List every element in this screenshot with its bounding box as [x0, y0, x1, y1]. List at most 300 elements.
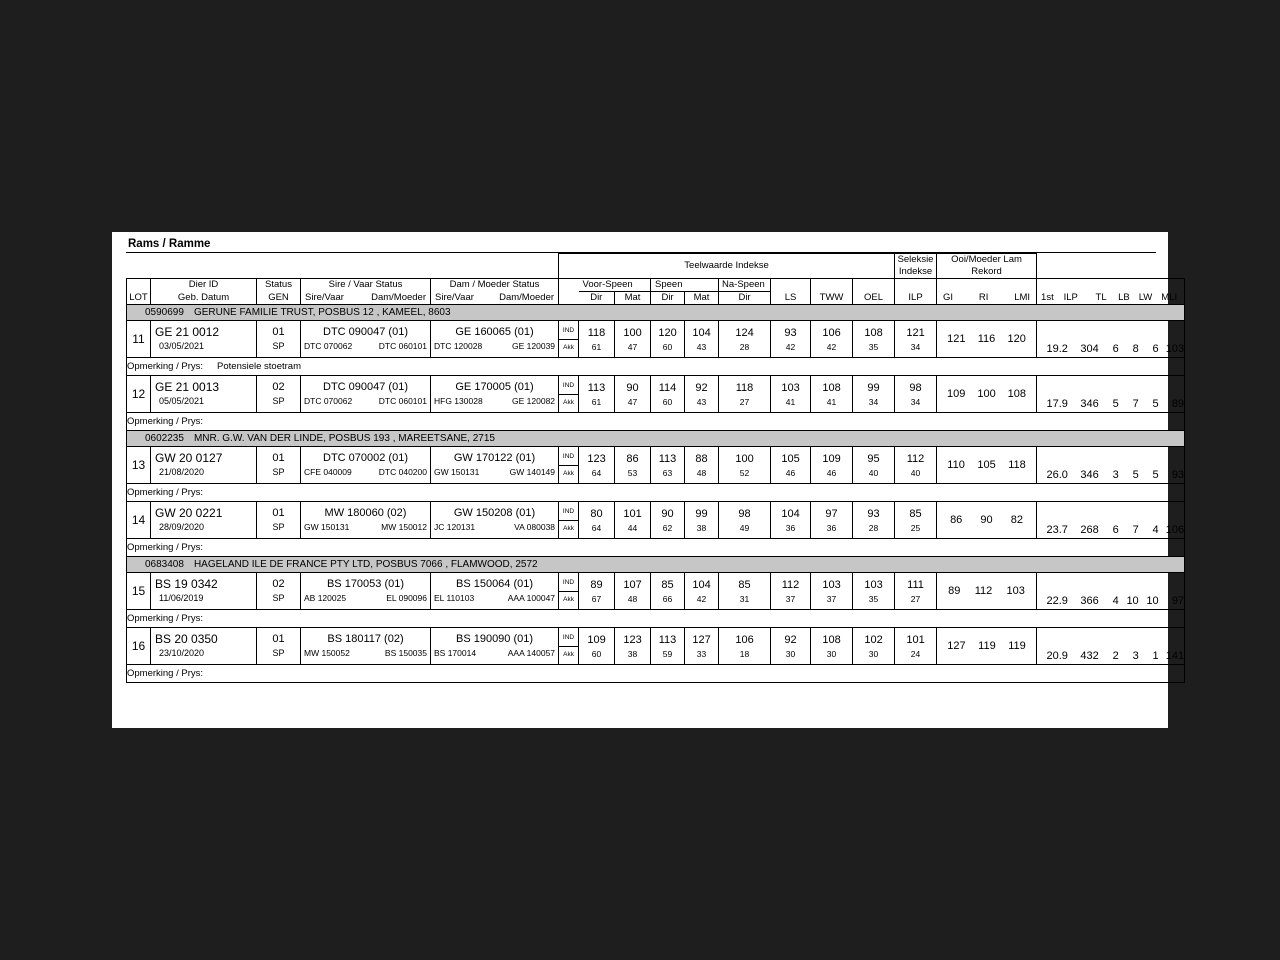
remark-label: Opmerking / Prys:: [127, 361, 204, 372]
dam-id: GE 160065 (01): [455, 326, 534, 338]
sire-cell: [301, 573, 431, 610]
voorspeen-dir-akk: 67: [591, 593, 602, 604]
oel-ind: 93: [867, 507, 880, 520]
speen-dir-ind: 113: [658, 633, 677, 646]
ind-akk-label-cell: [559, 447, 579, 484]
ilp2-value: 304: [1080, 343, 1099, 355]
tww-akk: 36: [826, 522, 837, 533]
sire-sire: MW 150052: [304, 648, 350, 658]
sire-id: DTC 070002 (01): [323, 452, 408, 464]
dam-id: BS 150064 (01): [455, 578, 534, 590]
gen-value: SP: [272, 593, 285, 603]
animal-row: [127, 376, 1185, 413]
tww-ind: 108: [822, 633, 841, 646]
oel: [853, 628, 895, 665]
tww-ind: 97: [825, 507, 838, 520]
lw-value: 10: [1146, 595, 1159, 607]
dam-cell: [431, 502, 559, 539]
voorspeen-mat-akk: 47: [627, 341, 638, 352]
dam-dam: GE 120082: [512, 396, 556, 406]
animal-row: [127, 628, 1185, 665]
naspeen-dir-akk: 28: [739, 341, 750, 352]
lb-value: 8: [1132, 343, 1139, 355]
ls: [771, 321, 811, 358]
animal-row: [127, 502, 1185, 539]
voorspeen-mat: [615, 628, 651, 665]
tww-ind: 109: [822, 452, 841, 465]
lot-number: 13: [127, 447, 151, 484]
ilp2-value: 346: [1080, 398, 1099, 410]
header-tww: TWW: [811, 292, 853, 305]
sire-sire: AB 120025: [304, 593, 347, 603]
tl-value: 3: [1112, 469, 1119, 481]
header-row-cols: [127, 292, 1185, 305]
status-value: 01: [272, 326, 285, 338]
header-sire-vaar-status: Sire / Vaar Status: [301, 279, 431, 292]
lw-value: 5: [1152, 398, 1159, 410]
dier-id: GE 21 0012: [155, 325, 220, 339]
speen-dir-akk: 59: [662, 648, 673, 659]
mli-value: 97: [1171, 595, 1185, 607]
sire-dam: BS 150035: [384, 648, 427, 658]
ind-label: IND: [559, 575, 578, 592]
ilp-ind: 98: [909, 381, 922, 394]
naspeen-dir-ind: 118: [735, 381, 754, 394]
sire-sire: CFE 040009: [304, 467, 352, 477]
dier-id: BS 20 0350: [155, 632, 218, 646]
remark-label: Opmerking / Prys:: [127, 416, 204, 427]
ri-value: 112: [974, 585, 993, 597]
ls-akk: 41: [785, 396, 796, 407]
voorspeen-mat: [615, 502, 651, 539]
tww-ind: 103: [822, 578, 841, 591]
voorspeen-dir-akk: 61: [591, 341, 602, 352]
sire-sire: DTC 070062: [304, 396, 353, 406]
sire-cell: [301, 628, 431, 665]
ri-value: 119: [978, 640, 996, 652]
voorspeen-dir: [579, 447, 615, 484]
lmi-value: 108: [1007, 388, 1027, 400]
dam-sire: HFG 130028: [434, 396, 483, 406]
tww: [811, 321, 853, 358]
dam-cell: [431, 447, 559, 484]
ind-akk-label-cell: [559, 376, 579, 413]
ooi-moeder-cell: [1037, 628, 1185, 665]
speen-mat-ind: 88: [695, 452, 708, 465]
voorspeen-mat-ind: 107: [623, 578, 642, 591]
naspeen-dir: [719, 376, 771, 413]
gi-value: 127: [947, 640, 966, 652]
speen-mat: [685, 376, 719, 413]
tww-ind: 106: [822, 326, 841, 339]
akk-label: Akk: [563, 650, 574, 658]
voorspeen-mat-akk: 48: [627, 593, 638, 604]
lmi-value: 103: [1006, 585, 1025, 597]
header-sire-vaar-2: Sire/Vaar: [435, 291, 474, 303]
tww-akk: 41: [826, 396, 837, 407]
dier-id-cell: [151, 447, 257, 484]
naspeen-dir-akk: 49: [739, 522, 750, 533]
speen-mat-ind: 92: [695, 381, 708, 394]
remark-value: Potensiele stoetram: [217, 361, 301, 372]
oel-akk: 35: [868, 341, 879, 352]
speen-dir-ind: 120: [658, 326, 677, 339]
ilp-akk: 34: [910, 396, 921, 407]
header-dier-id: Dier ID: [151, 279, 257, 292]
lot-number: 11: [127, 321, 151, 358]
dam-dam: AAA 140057: [507, 648, 556, 658]
header-speen: Speen: [651, 279, 719, 292]
ls-ind: 103: [781, 381, 800, 394]
first-value: 17.9: [1046, 398, 1068, 410]
dam-sire: GW 150131: [434, 467, 480, 477]
lmi-value: 120: [1007, 333, 1026, 345]
header-teelwaarde-indekse: Teelwaarde Indekse: [559, 254, 895, 279]
remark-cell: [127, 358, 1185, 376]
lot-number: 15: [127, 573, 151, 610]
dam-dam: GE 120039: [512, 341, 556, 351]
ind-akk-label-cell: [559, 628, 579, 665]
ls: [771, 573, 811, 610]
header-sire-pair: [301, 292, 431, 305]
sire-cell: [301, 376, 431, 413]
remark-row: [127, 358, 1185, 376]
speen-mat-akk: 43: [696, 341, 707, 352]
lb-value: 10: [1126, 595, 1139, 607]
header-sire-vaar: Sire/Vaar: [305, 291, 344, 303]
header-seleksie-indekse: Seleksie Indekse: [895, 254, 937, 279]
header-ilp: ILP: [895, 292, 937, 305]
status-cell: [257, 447, 301, 484]
remark-cell: [127, 610, 1185, 628]
sire-cell: [301, 447, 431, 484]
rams-table: [126, 253, 1185, 683]
oel: [853, 447, 895, 484]
animal-row: [127, 321, 1185, 358]
table-body: [127, 305, 1185, 683]
ind-label: IND: [559, 504, 578, 521]
remark-value: [203, 668, 217, 679]
lmi-value: 118: [1008, 459, 1026, 471]
sire-id: MW 180060 (02): [324, 507, 407, 519]
lb-value: 5: [1132, 469, 1139, 481]
oel-ind: 99: [867, 381, 880, 394]
voorspeen-dir-akk: 60: [591, 648, 602, 659]
lw-value: 4: [1152, 524, 1159, 536]
ilp-ind: 121: [906, 326, 925, 339]
oel-ind: 95: [867, 452, 880, 465]
remark-value: [203, 416, 217, 427]
voorspeen-mat: [615, 321, 651, 358]
tww: [811, 376, 853, 413]
speen-mat-akk: 43: [696, 396, 707, 407]
tww: [811, 573, 853, 610]
speen-mat: [685, 502, 719, 539]
naspeen-dir-ind: 100: [735, 452, 754, 465]
animal-row: [127, 573, 1185, 610]
ind-label: IND: [559, 323, 578, 340]
mli-value: 89: [1171, 398, 1185, 410]
group-name: GERUNE FAMILIE TRUST, POSBUS 12 , KAMEEL, 8603: [193, 307, 451, 318]
status-cell: [257, 573, 301, 610]
oel-akk: 28: [868, 522, 879, 533]
sire-sire: DTC 070062: [304, 341, 353, 351]
ls-akk: 42: [785, 341, 796, 352]
group-header-cell: [127, 431, 1185, 447]
voorspeen-dir: [579, 502, 615, 539]
ri-value: 116: [977, 333, 996, 345]
header-ls: LS: [771, 292, 811, 305]
dam-id: GW 170122 (01): [453, 452, 536, 464]
speen-mat: [685, 447, 719, 484]
speen-dir-ind: 114: [658, 381, 677, 394]
speen-dir-ind: 113: [658, 452, 677, 465]
ls-ind: 104: [781, 507, 800, 520]
remark-value: [203, 613, 217, 624]
header-geb-datum: Geb. Datum: [151, 292, 257, 305]
dier-id-cell: [151, 321, 257, 358]
header-dam-pair: [431, 292, 559, 305]
dier-id: GE 21 0013: [155, 380, 220, 394]
speen-mat-akk: 33: [696, 648, 707, 659]
remark-value: [203, 542, 217, 553]
dam-dam: GW 140149: [509, 467, 556, 477]
voorspeen-dir-akk: 61: [591, 396, 602, 407]
page-title: Rams / Ramme: [126, 238, 1156, 253]
ilp-akk: 25: [910, 522, 921, 533]
ri-value: 105: [977, 459, 996, 471]
speen-dir: [651, 628, 685, 665]
speen-mat-akk: 42: [696, 593, 707, 604]
header-vs-dir: Dir: [579, 292, 615, 305]
dam-cell: [431, 628, 559, 665]
ilp: [895, 447, 937, 484]
ls-akk: 46: [785, 467, 796, 478]
ilp-akk: 34: [910, 341, 921, 352]
header-voor-speen: Voor-Speen: [579, 279, 651, 292]
lw-value: 5: [1152, 469, 1159, 481]
voorspeen-mat: [615, 573, 651, 610]
tww-akk: 46: [826, 467, 837, 478]
ls: [771, 628, 811, 665]
ooi-moeder-cell: [1037, 502, 1185, 539]
voorspeen-dir: [579, 628, 615, 665]
dam-cell: [431, 321, 559, 358]
speen-mat-ind: 127: [692, 633, 711, 646]
tww: [811, 447, 853, 484]
voorspeen-mat-akk: 44: [627, 522, 638, 533]
speen-mat-akk: 48: [696, 467, 707, 478]
oel-akk: 34: [868, 396, 879, 407]
sire-id: DTC 090047 (01): [323, 381, 408, 393]
speen-dir-akk: 63: [662, 467, 673, 478]
speen-dir-akk: 66: [662, 593, 673, 604]
ls-ind: 93: [784, 326, 797, 339]
header-ooi-cols: [1037, 292, 1185, 305]
header-lmi: LMI: [1014, 291, 1031, 303]
voorspeen-mat-ind: 101: [623, 507, 642, 520]
ind-label: IND: [559, 449, 578, 466]
voorspeen-mat: [615, 447, 651, 484]
speen-dir-akk: 60: [662, 341, 673, 352]
header-gen: GEN: [257, 292, 301, 305]
speen-mat-akk: 38: [696, 522, 707, 533]
seleksie-cell: [937, 376, 1037, 413]
status-cell: [257, 376, 301, 413]
lot-number: 14: [127, 502, 151, 539]
lot-number: 12: [127, 376, 151, 413]
group-header-row: [127, 557, 1185, 573]
tww: [811, 628, 853, 665]
dam-cell: [431, 376, 559, 413]
group-header-row: [127, 431, 1185, 447]
remark-label: Opmerking / Prys:: [127, 668, 204, 679]
status-value: 01: [272, 452, 285, 464]
ls-ind: 105: [781, 452, 800, 465]
mli-value: 93: [1171, 469, 1185, 481]
dier-id: GW 20 0127: [155, 451, 223, 465]
sire-sire: GW 150131: [304, 522, 350, 532]
lmi-value: 82: [1010, 514, 1023, 526]
speen-dir-akk: 62: [662, 522, 673, 533]
geb-datum: 21/08/2020: [159, 467, 205, 477]
seleksie-cell: [937, 502, 1037, 539]
status-cell: [257, 321, 301, 358]
voorspeen-dir: [579, 573, 615, 610]
voorspeen-dir-ind: 118: [587, 326, 606, 339]
dam-sire: BS 170014: [434, 648, 477, 658]
tww-akk: 42: [826, 341, 837, 352]
gen-value: SP: [272, 341, 285, 351]
rams-report-sheet: [126, 238, 1185, 683]
remark-value: [203, 487, 217, 498]
tl-value: 6: [1112, 343, 1119, 355]
group-name: HAGELAND ILE DE FRANCE PTY LTD, POSBUS 7066 , FLAMWOOD, 2572: [193, 559, 538, 570]
first-value: 19.2: [1046, 343, 1068, 355]
gen-value: SP: [272, 396, 285, 406]
seleksie-cell: [937, 573, 1037, 610]
dier-id-cell: [151, 628, 257, 665]
ilp2-value: 346: [1080, 469, 1099, 481]
geb-datum: 03/05/2021: [159, 341, 205, 351]
gi-value: 86: [950, 514, 963, 526]
status-value: 01: [272, 507, 285, 519]
status-cell: [257, 628, 301, 665]
lb-value: 7: [1132, 398, 1139, 410]
speen-dir-akk: 60: [662, 396, 673, 407]
dier-id-cell: [151, 376, 257, 413]
sire-id: DTC 090047 (01): [323, 326, 408, 338]
voorspeen-mat-ind: 90: [626, 381, 639, 394]
geb-datum: 28/09/2020: [159, 522, 205, 532]
header-na-speen: Na-Speen: [719, 279, 771, 292]
voorspeen-dir-akk: 64: [591, 467, 602, 478]
header-dam-moeder-status: Dam / Moeder Status: [431, 279, 559, 292]
gen-value: SP: [272, 467, 285, 477]
seleksie-cell: [937, 628, 1037, 665]
ind-akk-label-cell: [559, 502, 579, 539]
ri-value: 90: [980, 514, 993, 526]
naspeen-dir: [719, 573, 771, 610]
dam-sire: EL 110103: [434, 593, 475, 603]
ind-label: IND: [559, 630, 578, 647]
akk-label: Akk: [563, 595, 574, 603]
speen-mat-ind: 104: [692, 326, 711, 339]
dam-sire: DTC 120028: [434, 341, 483, 351]
header-dam-moeder-1: Dam/Moeder: [371, 291, 426, 303]
voorspeen-dir-ind: 123: [587, 452, 606, 465]
sire-dam: EL 090096: [386, 593, 427, 603]
header-tl: TL: [1095, 291, 1107, 303]
dier-id-cell: [151, 573, 257, 610]
seleksie-cell: [937, 447, 1037, 484]
header-sp-mat: Mat: [685, 292, 719, 305]
naspeen-dir: [719, 321, 771, 358]
ilp: [895, 502, 937, 539]
remark-row: [127, 665, 1185, 683]
tl-value: 6: [1112, 524, 1119, 536]
status-cell: [257, 502, 301, 539]
ilp-ind: 111: [907, 578, 924, 591]
lmi-value: 119: [1008, 640, 1026, 652]
first-value: 20.9: [1046, 650, 1068, 662]
lw-value: 1: [1152, 650, 1159, 662]
ooi-moeder-cell: [1037, 321, 1185, 358]
voorspeen-dir-ind: 89: [590, 578, 603, 591]
speen-dir-ind: 90: [661, 507, 674, 520]
naspeen-dir-akk: 52: [739, 467, 750, 478]
ilp2-value: 432: [1080, 650, 1099, 662]
header-sp-dir: Dir: [651, 292, 685, 305]
voorspeen-mat-akk: 47: [627, 396, 638, 407]
remark-cell: [127, 413, 1185, 431]
header-ns-dir: Dir: [719, 292, 771, 305]
first-value: 26.0: [1046, 469, 1068, 481]
remark-row: [127, 539, 1185, 557]
akk-label: Akk: [563, 524, 574, 532]
gi-value: 89: [948, 585, 961, 597]
speen-dir: [651, 321, 685, 358]
naspeen-dir-akk: 27: [739, 396, 750, 407]
oel-ind: 103: [864, 578, 883, 591]
sire-id: BS 180117 (02): [327, 633, 404, 645]
ls-ind: 92: [784, 633, 797, 646]
ilp2-value: 366: [1080, 595, 1099, 607]
header-status: Status: [257, 279, 301, 292]
document-page: [112, 232, 1185, 728]
header-seleksie-cols: [937, 292, 1037, 305]
group-number: 0590699: [145, 307, 184, 318]
ilp-ind: 85: [909, 507, 922, 520]
lb-value: 7: [1132, 524, 1139, 536]
ilp-ind: 101: [906, 633, 925, 646]
tww-akk: 30: [826, 648, 837, 659]
voorspeen-mat-akk: 53: [627, 467, 638, 478]
oel-akk: 35: [868, 593, 879, 604]
mli-value: 103: [1165, 343, 1185, 355]
animal-row: [127, 447, 1185, 484]
ind-label: IND: [559, 378, 578, 395]
oel-ind: 108: [864, 326, 883, 339]
group-name: MNR. G.W. VAN DER LINDE, POSBUS 193 , MAREETSANE, 2715: [193, 433, 495, 444]
naspeen-dir-ind: 106: [735, 633, 754, 646]
ls: [771, 502, 811, 539]
sire-dam: DTC 060101: [378, 396, 427, 406]
oel-akk: 30: [868, 648, 879, 659]
header-ilp-2: ILP: [1063, 291, 1078, 303]
sire-id: BS 170053 (01): [326, 578, 405, 590]
status-value: 01: [272, 633, 285, 645]
